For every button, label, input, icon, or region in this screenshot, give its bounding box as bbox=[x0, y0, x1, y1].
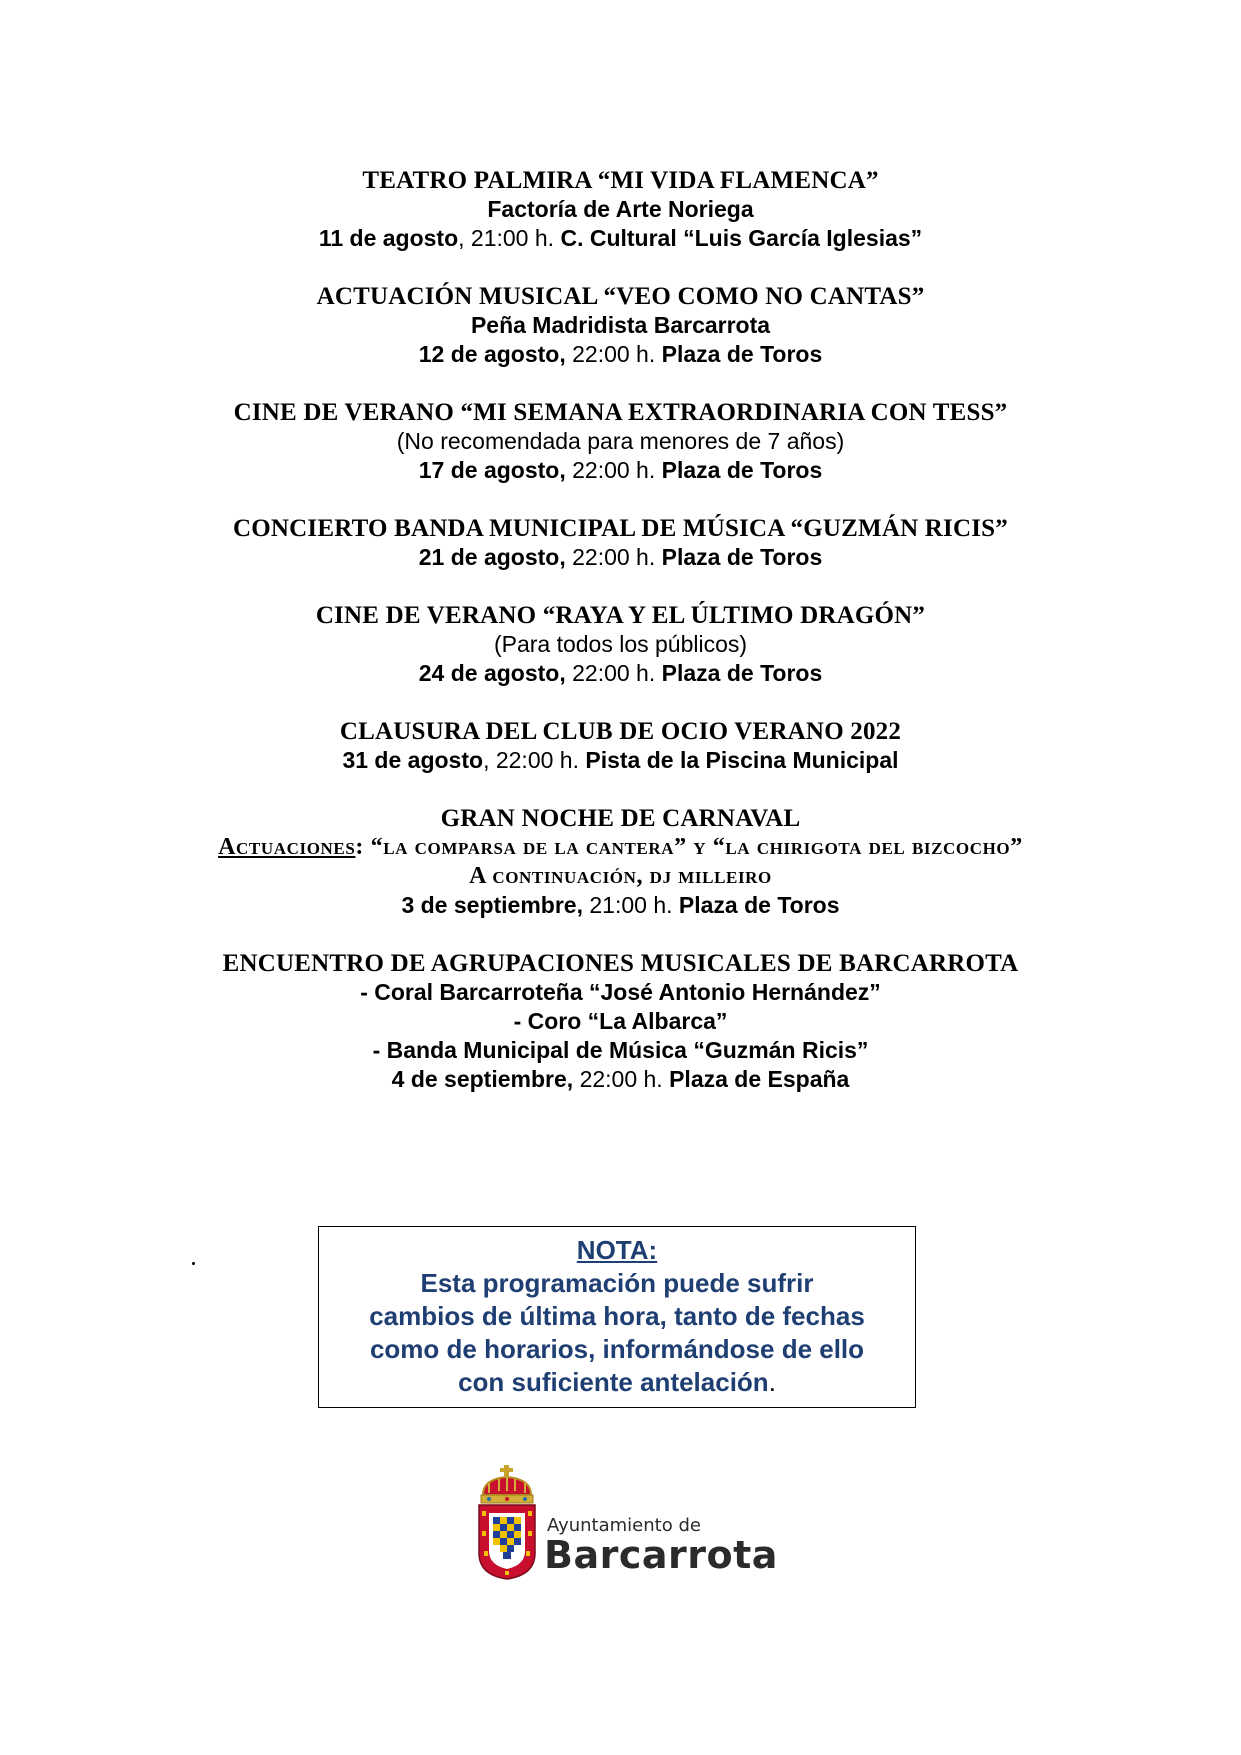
event-time: 21:00 h. bbox=[470, 225, 555, 251]
note-line: como de horarios, informándose de ello bbox=[369, 1334, 865, 1364]
event-separator: , bbox=[458, 225, 471, 251]
stray-dot bbox=[192, 1262, 195, 1265]
event-date: 12 de agosto, bbox=[418, 341, 566, 367]
event-place: Pista de la Piscina Municipal bbox=[585, 747, 899, 773]
performances-text: “la comparsa de la cantera” y “la chirigota del bizcocho” bbox=[370, 834, 1023, 860]
event-participant: - Coral Barcarroteña “José Antonio Hernández” bbox=[360, 979, 881, 1005]
ayuntamiento-logo bbox=[475, 1465, 778, 1580]
event-actuacion-musical bbox=[0, 282, 1241, 369]
event-place: Plaza de España bbox=[669, 1066, 850, 1092]
event-title: CONCIERTO BANDA MUNICIPAL DE MÚSICA “GUZMÁN RICIS” bbox=[233, 515, 1008, 542]
event-list bbox=[0, 166, 1241, 1123]
event-date: 24 de agosto, bbox=[418, 660, 566, 686]
event-clausura-club bbox=[0, 717, 1241, 775]
event-participant: - Coro “La Albarca” bbox=[513, 1008, 728, 1034]
event-time: 22:00 h. bbox=[572, 544, 656, 570]
event-datetime-place bbox=[0, 543, 1241, 572]
event-datetime-place bbox=[0, 340, 1241, 369]
event-teatro-palmira bbox=[0, 166, 1241, 253]
event-followup: A continuación, dj milleiro bbox=[469, 863, 772, 889]
note-line: con suficiente antelación bbox=[458, 1367, 769, 1397]
event-place: Plaza de Toros bbox=[661, 457, 823, 483]
event-title: CINE DE VERANO “MI SEMANA EXTRAORDINARIA CON TESS” bbox=[233, 399, 1008, 426]
event-concierto-banda bbox=[0, 514, 1241, 572]
event-datetime-place bbox=[0, 224, 1241, 253]
logo-big-text: Barcarrota bbox=[544, 1533, 778, 1577]
event-organizer: Factoría de Arte Noriega bbox=[487, 196, 754, 222]
event-noche-carnaval bbox=[0, 804, 1241, 920]
event-time: 22:00 h. bbox=[579, 1066, 663, 1092]
performances-colon: : bbox=[355, 834, 365, 860]
note-title: NOTA: bbox=[576, 1235, 658, 1265]
event-time: 22:00 h. bbox=[572, 341, 656, 367]
event-title: GRAN NOCHE DE CARNAVAL bbox=[440, 805, 801, 832]
event-separator: , bbox=[483, 747, 496, 773]
logo-small-text: Ayuntamiento de bbox=[547, 1515, 701, 1536]
note-box bbox=[318, 1226, 916, 1408]
event-participant: - Banda Municipal de Música “Guzmán Ricis” bbox=[372, 1037, 869, 1063]
event-datetime-place bbox=[0, 891, 1241, 920]
event-cine-raya bbox=[0, 601, 1241, 688]
event-organizer: Peña Madridista Barcarrota bbox=[470, 312, 771, 338]
event-date: 21 de agosto, bbox=[418, 544, 566, 570]
note-period: . bbox=[768, 1367, 776, 1397]
event-title: ACTUACIÓN MUSICAL “VEO COMO NO CANTAS” bbox=[316, 283, 925, 310]
event-date: 31 de agosto bbox=[342, 747, 484, 773]
note-line-last bbox=[319, 1366, 915, 1399]
event-date: 17 de agosto, bbox=[418, 457, 566, 483]
event-time: 21:00 h. bbox=[589, 892, 673, 918]
event-title: ENCUENTRO DE AGRUPACIONES MUSICALES DE BARCARROTA bbox=[222, 950, 1019, 977]
performances-label: Actuaciones bbox=[218, 834, 356, 860]
event-title: CINE DE VERANO “RAYA Y EL ÚLTIMO DRAGÓN” bbox=[315, 602, 926, 629]
event-date: 11 de agosto bbox=[318, 225, 459, 251]
note-line: Esta programación puede sufrir bbox=[420, 1268, 814, 1298]
note-line: cambios de última hora, tanto de fechas bbox=[369, 1301, 865, 1331]
event-datetime-place bbox=[0, 659, 1241, 688]
event-time: 22:00 h. bbox=[572, 660, 656, 686]
event-time: 22:00 h. bbox=[495, 747, 579, 773]
coat-of-arms-icon bbox=[475, 1465, 539, 1580]
event-date: 4 de septiembre, bbox=[391, 1066, 574, 1092]
event-age-note: (No recomendada para menores de 7 años) bbox=[396, 428, 845, 454]
event-place: Plaza de Toros bbox=[678, 892, 840, 918]
event-place: Plaza de Toros bbox=[661, 341, 823, 367]
event-performances bbox=[0, 833, 1241, 862]
event-place: C. Cultural “Luis García Iglesias” bbox=[560, 225, 923, 251]
event-title: TEATRO PALMIRA “MI VIDA FLAMENCA” bbox=[362, 167, 879, 194]
event-date: 3 de septiembre, bbox=[401, 892, 583, 918]
event-cine-tess bbox=[0, 398, 1241, 485]
event-title: CLAUSURA DEL CLUB DE OCIO VERANO 2022 bbox=[339, 718, 902, 745]
event-datetime-place bbox=[0, 746, 1241, 775]
event-datetime-place bbox=[0, 456, 1241, 485]
event-encuentro-agrupaciones bbox=[0, 949, 1241, 1094]
event-datetime-place bbox=[0, 1065, 1241, 1094]
event-time: 22:00 h. bbox=[572, 457, 656, 483]
event-age-note: (Para todos los públicos) bbox=[493, 631, 748, 657]
event-place: Plaza de Toros bbox=[661, 544, 823, 570]
event-place: Plaza de Toros bbox=[661, 660, 823, 686]
